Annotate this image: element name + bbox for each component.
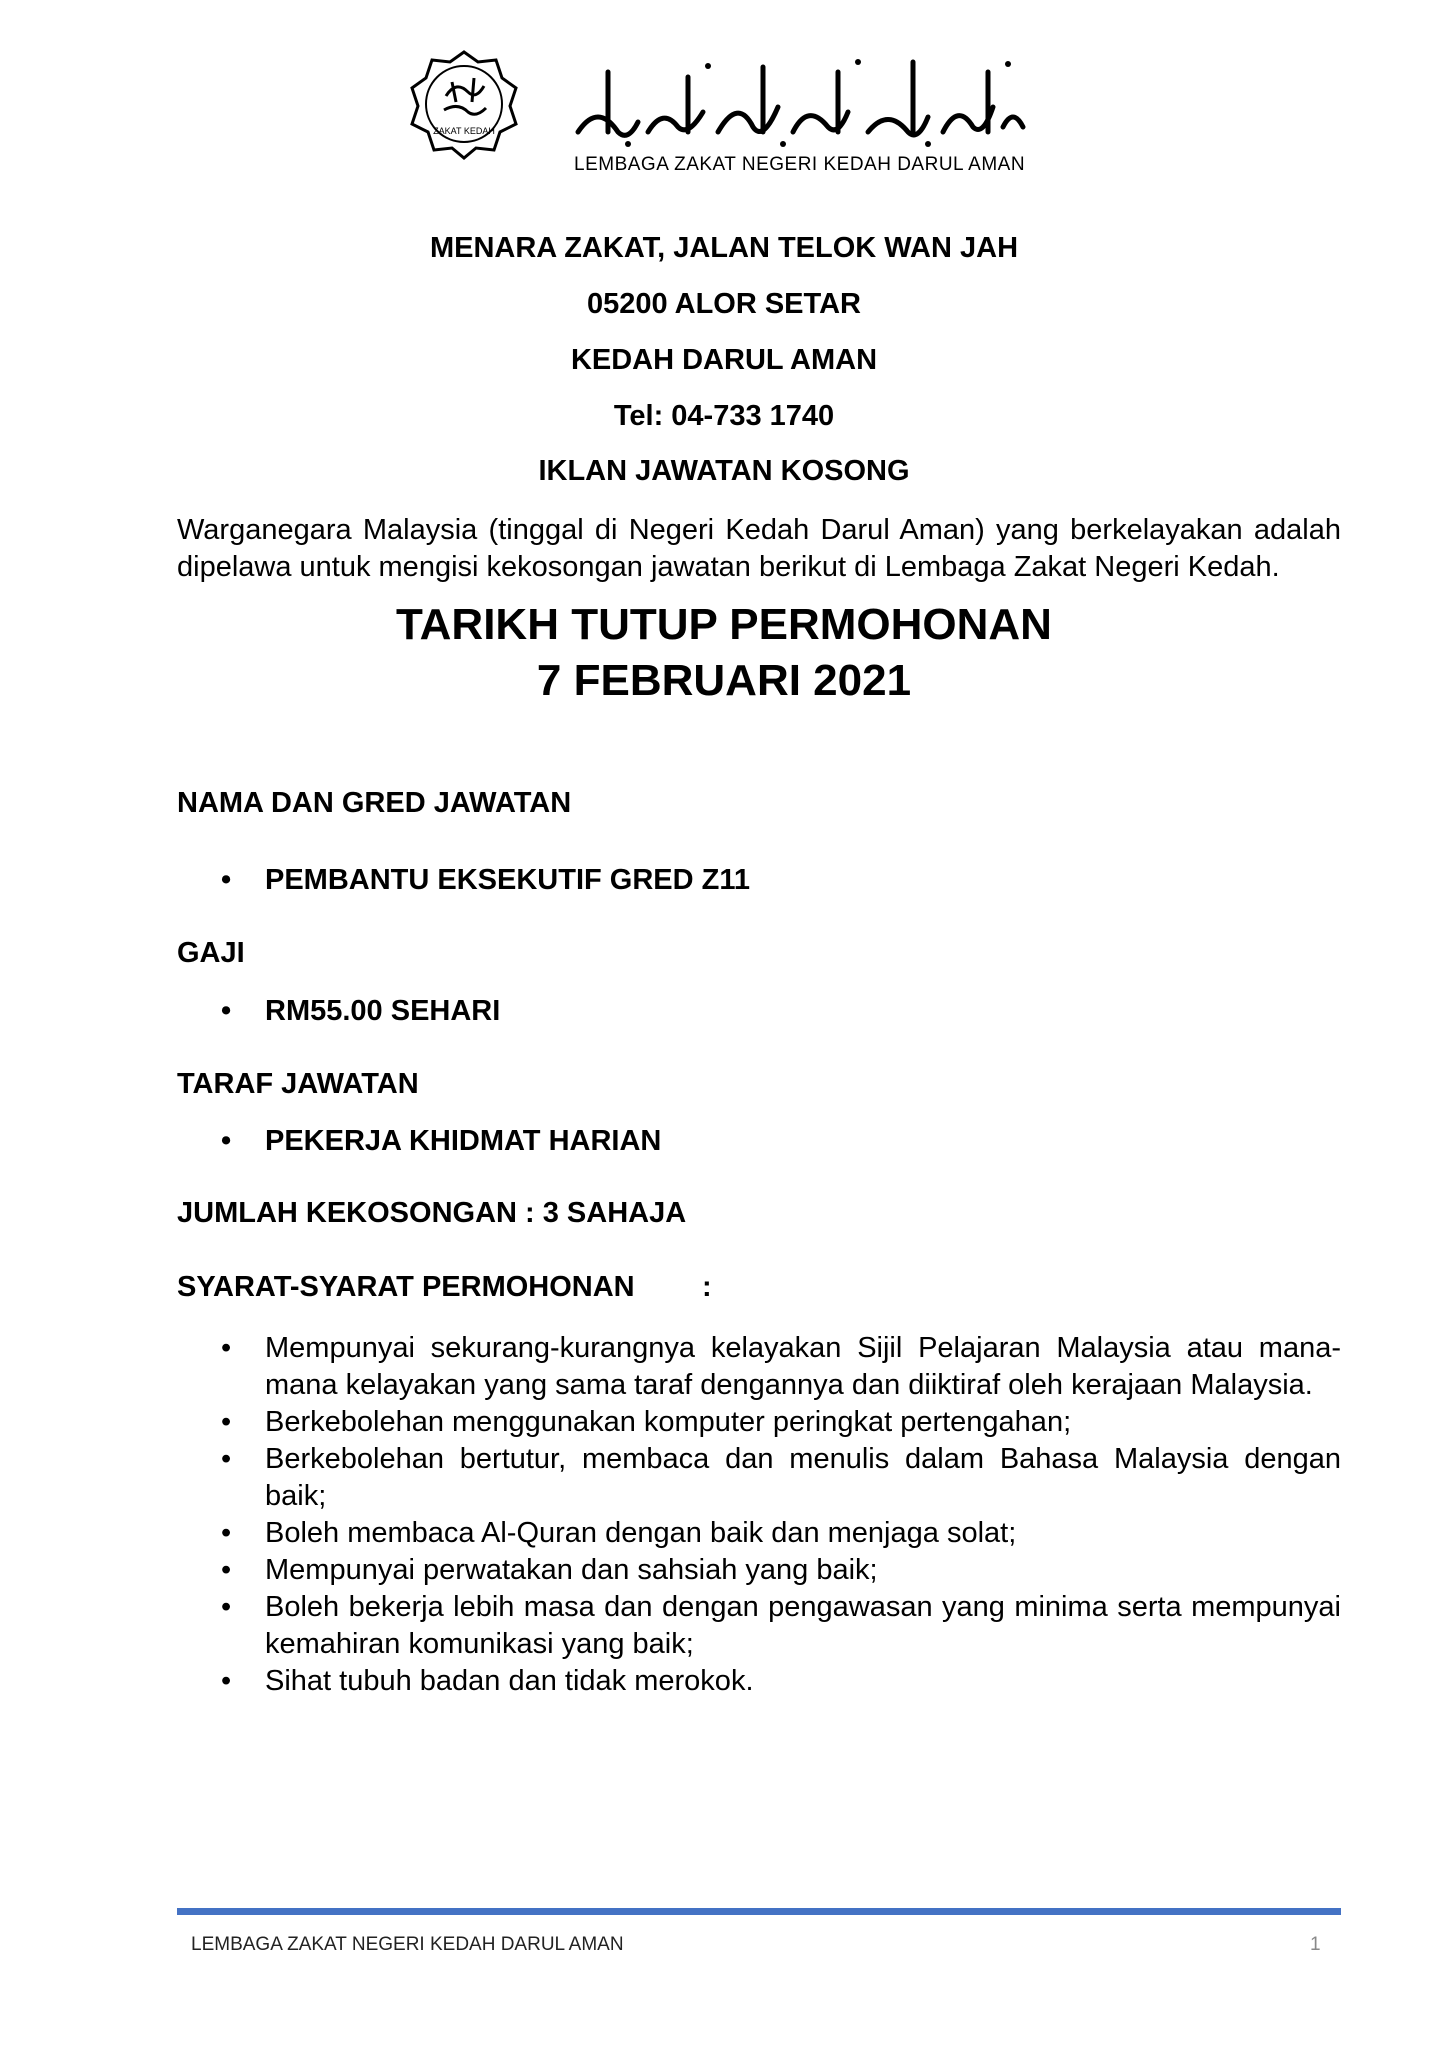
- requirement-text: Boleh membaca Al-Quran dengan baik dan menjaga solat;: [265, 1517, 1017, 1549]
- bullet-icon: •: [221, 1517, 232, 1549]
- address-line-2: 05200 ALOR SETAR: [587, 288, 861, 320]
- status-value: PEKERJA KHIDMAT HARIAN: [265, 1125, 662, 1157]
- bullet-icon: •: [221, 1554, 232, 1586]
- position-value: PEMBANTU EKSEKUTIF GRED Z11: [265, 864, 750, 896]
- requirement-text: Sihat tubuh badan dan tidak merokok.: [265, 1665, 754, 1697]
- bullet-icon: •: [221, 1332, 232, 1364]
- logo-caption: LEMBAGA ZAKAT NEGERI KEDAH DARUL AMAN: [574, 154, 1026, 175]
- arabic-calligraphy-logo: [568, 52, 1028, 152]
- vacancies-heading: JUMLAH KEKOSONGAN : 3 SAHAJA: [177, 1197, 687, 1229]
- requirement-text: mana kelayakan yang sama taraf dengannya dan diiktiraf oleh kerajaan Malaysia.: [265, 1369, 1313, 1401]
- deadline-date: 7 FEBRUARI 2021: [536, 656, 912, 705]
- requirements-heading: SYARAT-SYARAT PERMOHONAN: [177, 1271, 635, 1303]
- requirement-text: kemahiran komunikasi yang baik;: [265, 1628, 694, 1660]
- address-line-3: KEDAH DARUL AMAN: [570, 344, 878, 376]
- intro-paragraph: [177, 512, 1341, 586]
- requirement-text: Boleh bekerja lebih masa dan dengan pengawasan yang minima serta mempunyai: [265, 1591, 1341, 1623]
- address-line-1: MENARA ZAKAT, JALAN TELOK WAN JAH: [429, 232, 1019, 264]
- requirements-colon: :: [702, 1271, 712, 1303]
- position-heading: NAMA DAN GRED JAWATAN: [177, 787, 572, 819]
- requirement-text: Mempunyai perwatakan dan sahsiah yang baik;: [265, 1554, 878, 1586]
- requirement-text: Berkebolehan menggunakan komputer peringkat pertengahan;: [265, 1406, 1072, 1438]
- footer-rule: [177, 1908, 1341, 1915]
- organization-logo: [408, 48, 1028, 180]
- requirement-text: Berkebolehan bertutur, membaca dan menulis dalam Bahasa Malaysia dengan: [265, 1443, 1341, 1475]
- bullet-icon: •: [221, 1125, 232, 1157]
- zakat-kedah-seal-icon: [408, 48, 520, 160]
- salary-heading: GAJI: [177, 937, 245, 969]
- bullet-icon: •: [221, 995, 232, 1027]
- bullet-icon: •: [221, 1443, 232, 1475]
- notice-title: IKLAN JAWATAN KOSONG: [538, 455, 910, 487]
- intro-line: dipelawa untuk mengisi kekosongan jawatan berikut di Lembaga Zakat Negeri Kedah.: [177, 551, 1280, 583]
- status-heading: TARAF JAWATAN: [177, 1068, 419, 1100]
- intro-line: Warganegara Malaysia (tinggal di Negeri Kedah Darul Aman) yang berkelayakan adalah: [177, 514, 1341, 546]
- bullet-icon: •: [221, 1665, 232, 1697]
- deadline-label: TARIKH TUTUP PERMOHONAN: [396, 600, 1052, 649]
- requirement-text: baik;: [265, 1480, 327, 1512]
- seal-text: ZAKAT KEDAH: [433, 126, 495, 136]
- bullet-icon: •: [221, 1406, 232, 1438]
- footer-text: LEMBAGA ZAKAT NEGERI KEDAH DARUL AMAN: [191, 1934, 624, 1955]
- bullet-icon: •: [221, 864, 232, 896]
- page-number: 1: [1310, 1934, 1321, 1955]
- telephone: Tel: 04-733 1740: [613, 400, 835, 432]
- requirement-text: Mempunyai sekurang-kurangnya kelayakan Sijil Pelajaran Malaysia atau mana-: [265, 1332, 1341, 1364]
- bullet-icon: •: [221, 1591, 232, 1623]
- salary-value: RM55.00 SEHARI: [265, 995, 501, 1027]
